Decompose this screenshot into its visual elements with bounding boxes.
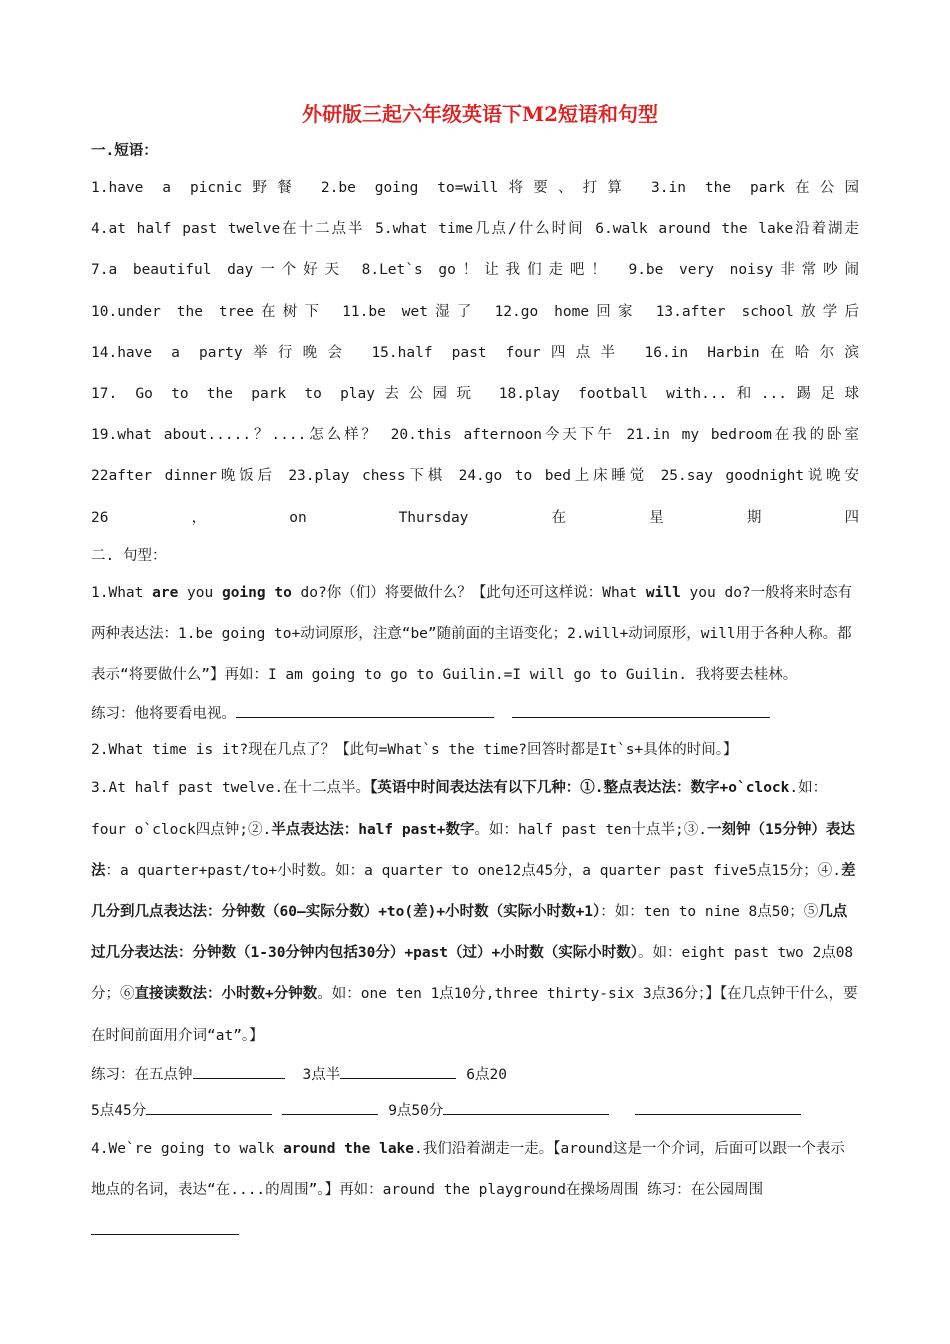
phrase-item: 18.play football with...和...踢足球 [498,386,859,403]
phrase-item: 1.have a picnic野餐 [91,180,302,196]
phrase-item: 20.this afternoon今天下午 [390,427,615,444]
phrases-heading: 一.短语： [91,143,158,159]
exercise-3a: 练习：在五点钟 3点半 6点20 [91,1057,859,1093]
phrase-item: 15.half past four四点半 [371,344,626,361]
phrase-item: 4.at half past twelve在十二点半 [91,221,365,238]
answer-blank[interactable] [635,1100,801,1115]
answer-blank[interactable] [340,1064,456,1079]
phrase-item: 10.under the tree在树下 [91,303,327,320]
phrase-item: 11.be wet湿了 [342,303,479,320]
phrase-item: 5.what time几点/什么时间 [375,221,585,238]
phrase-item: 24.go to bed上床睡觉 [458,468,649,485]
phrase-item: 19.what about.....？....怎么样？ [91,427,379,444]
phrase-item: 23.play chess下棋 [288,468,447,485]
document-page [91,96,859,1252]
sentence-4: 4.We`re going to walk around the lake.我们沿着湖走一走。【around这是一个介词，后面可以跟一个表示地点的名词，表达“在....的周围”。】再如：around the playground在操场周围 练习：在公园周围 [91,1129,859,1253]
phrase-item: 7.a beautiful day一个好天 [91,262,346,279]
phrase-item: 2.be going to=will将要、打算 [320,180,633,196]
answer-blank[interactable] [443,1100,609,1115]
phrase-item: 26，on Thursday在星期四 [91,509,859,526]
phrase-item: 8.Let`s go！让我们走吧！ [361,262,613,279]
phrase-item: 12.go home回家 [494,303,640,320]
answer-blank[interactable] [91,1220,239,1235]
phrase-item: 6.walk around the lake沿着湖走 [595,221,860,238]
sentence-3: 3.At half past twelve.在十二点半。【英语中时间表达法有以下几种：①.整点表达法：数字+o`clock.如：four o`clock四点钟;②.半点表达法：half past+数字。如：half past ten十点半;③.一刻钟（15分钟）表达法：a quarter+past/to+小时数。如：a quarter to one12点45分，a quarter past five5点15分；④.差几分到几点表达法：分钟数（60—实际分数）+to(差)+小时数（实际小时数+1）：如：ten to nine 8点50；⑤几点过几分表达法：分钟数（1-30分钟内包括30分）+past（过）+小时数（实际小时数）。如：eight past two 2点08分；⑥直接读数法：小时数+分钟数。如：one ten 1点10分,three thirty-six 3点36分；】【在几点钟干什么，要在时间前面用介词“at”。】 [91,780,858,1044]
phrase-item: 22after dinner晚饭后 [91,468,276,485]
exercise-1: 练习：他将要看电视。 [91,696,859,732]
phrase-item: 21.in my bedroom在我的卧室 [626,427,860,444]
answer-blank[interactable] [282,1100,378,1115]
document-title: 外研版三起六年级英语下M2短语和句型 [301,102,659,126]
phrase-item: 9.be very noisy非常吵闹 [628,262,860,279]
answer-blank[interactable] [193,1064,285,1079]
phrase-item: 13.after school放学后 [655,303,859,320]
phrase-item: 17. Go to the park to play去公园玩 [91,386,481,403]
answer-blank[interactable] [146,1100,272,1115]
phrase-item: 3.in the park在公园 [651,180,860,196]
sentences-heading: 二. 句型： [91,547,167,564]
phrases-list [91,168,859,539]
answer-blank[interactable] [236,703,494,718]
sentence-1: 1.What are you going to do?你（们）将要做什么？【此句还可这样说：What will you do?一般将来时态有两种表达法：1.be going to+动词原形，注意“be”随前面的主语变化；2.will+动词原形，will用于各种人称。都表示“将要做什么”】再如：I am going to go to Guilin.=I will go to Guilin. 我将要去桂林。 [91,584,853,684]
phrase-item: 14.have a party举行晚会 [91,344,353,361]
phrase-item: 25.say goodnight说晚安 [660,468,859,485]
sentence-2: 2.What time is it?现在几点了？【此句=What`s the time?回答时都是It`s+具体的时间。】 [91,742,738,759]
answer-blank[interactable] [512,703,770,718]
exercise-3b: 5点45分 9点50分 [91,1093,859,1129]
phrase-item: 16.in Harbin在哈尔滨 [644,344,859,361]
